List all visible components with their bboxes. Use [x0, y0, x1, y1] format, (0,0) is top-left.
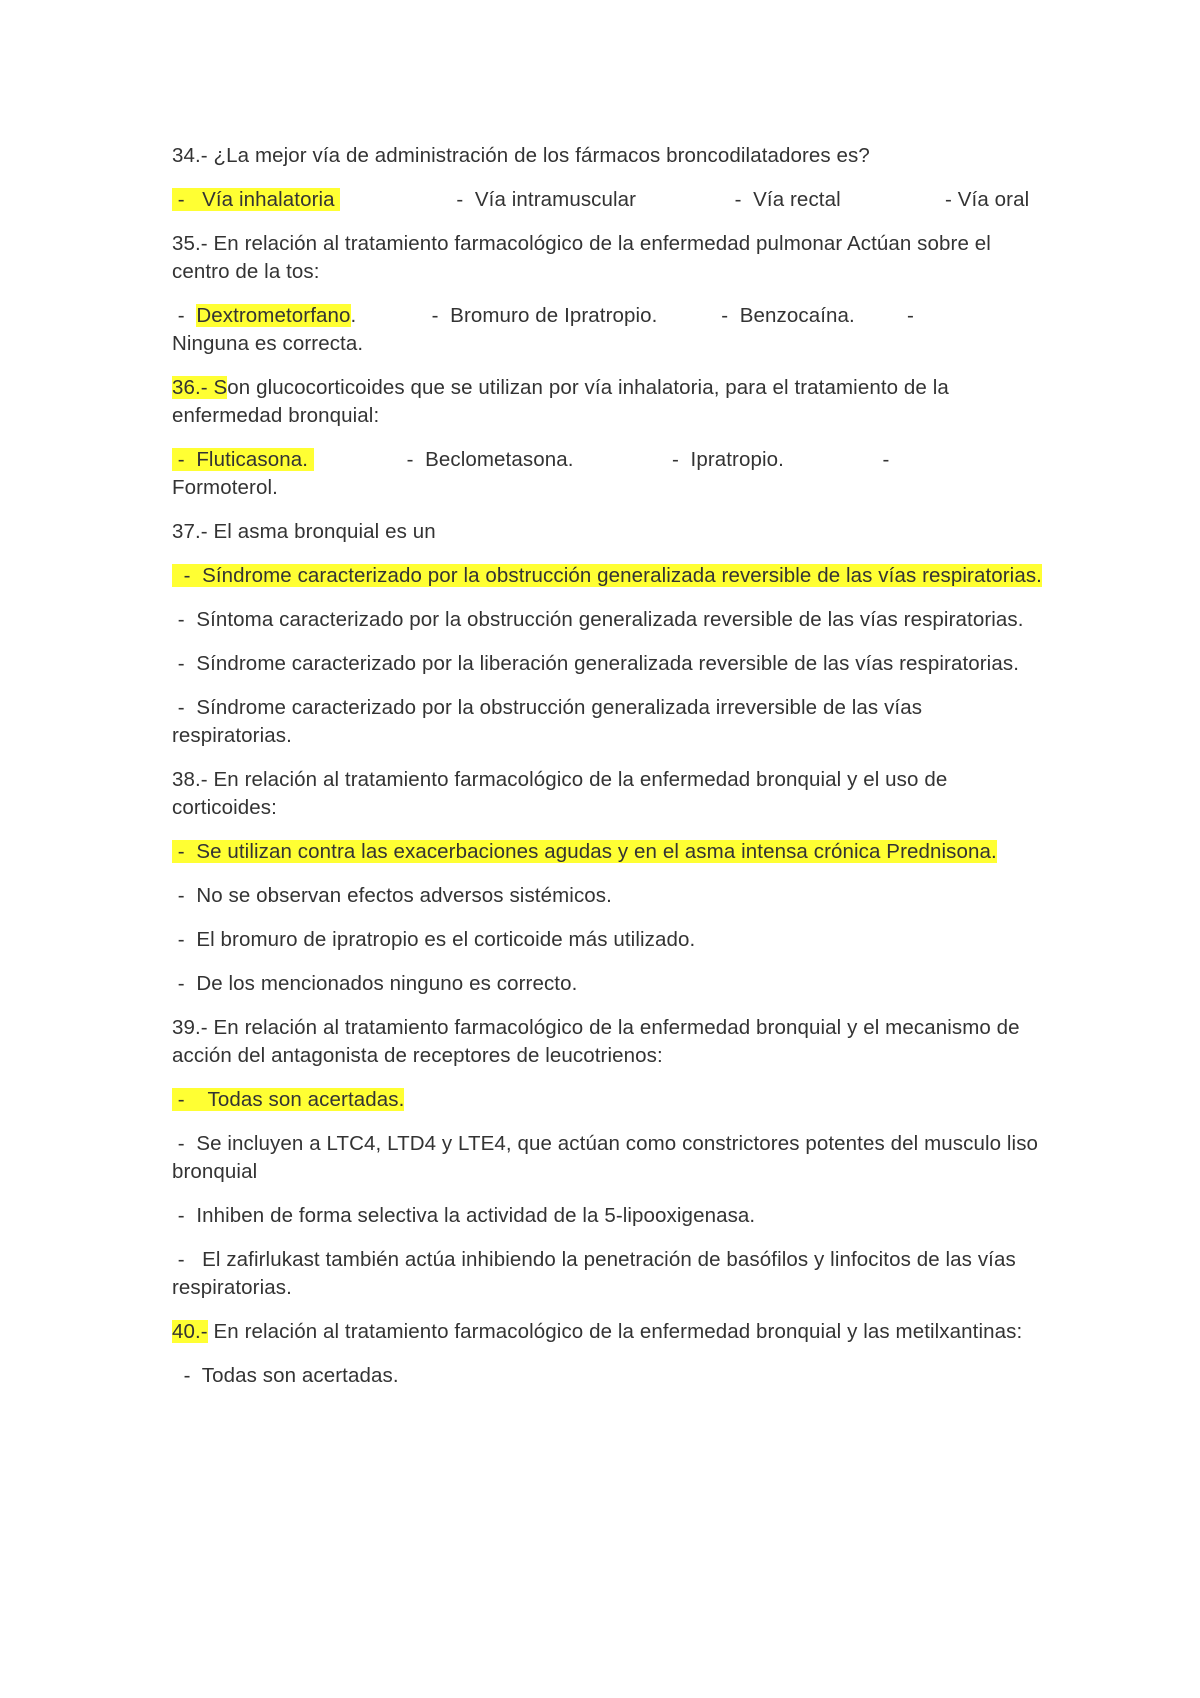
paragraph-q39: [172, 1014, 1042, 1070]
paragraph-q39-a: [172, 1086, 1042, 1114]
text-segment: - Síntoma caracterizado por la obstrucción generalizada reversible de las vías respiratorias.: [172, 608, 1024, 631]
text-segment: 39.- En relación al tratamiento farmacológico de la enfermedad bronquial y el mecanismo de acción del antagonista de receptores de leucotrienos:: [172, 1016, 1026, 1067]
text-segment: - Se incluyen a LTC4, LTD4 y LTE4, que actúan como constrictores potentes del musculo liso bronquial: [172, 1132, 1044, 1183]
paragraph-q37-a: [172, 562, 1042, 590]
text-segment: - Síndrome caracterizado por la obstrucción generalizada irreversible de las vías respiratorias.: [172, 696, 928, 747]
text-segment: - Vía intramuscular - Vía rectal - Vía oral: [340, 188, 1030, 211]
text-segment: - Inhiben de forma selectiva la actividad de la 5-lipooxigenasa.: [172, 1204, 756, 1227]
paragraph-q38-a: [172, 838, 1042, 866]
highlighted-answer-text: - Se utilizan contra las exacerbaciones agudas y en el asma intensa crónica Prednisona.: [172, 840, 997, 863]
text-segment: 35.- En relación al tratamiento farmacológico de la enfermedad pulmonar Actúan sobre el centro de la tos:: [172, 232, 997, 283]
paragraph-q38: [172, 766, 1042, 822]
text-segment: - No se observan efectos adversos sistémicos.: [172, 884, 612, 907]
document-page: [172, 142, 1042, 1406]
text-segment: 37.- El asma bronquial es un: [172, 520, 436, 543]
highlighted-answer-text: 40.-: [172, 1320, 208, 1343]
paragraph-q39-c: [172, 1202, 1042, 1230]
paragraph-q34: [172, 142, 1042, 170]
paragraph-q39-d: [172, 1246, 1042, 1302]
paragraph-q37-d: [172, 694, 1042, 750]
text-segment: . - Bromuro de Ipratropio. - Benzocaína. - Ninguna es correcta.: [172, 304, 972, 355]
highlighted-answer-text: - Síndrome caracterizado por la obstrucción generalizada reversible de las vías respiratorias.: [172, 564, 1042, 587]
highlighted-answer-text: 36.- S: [172, 376, 228, 399]
paragraph-q38-b: [172, 882, 1042, 910]
text-segment: 34.- ¿La mejor vía de administración de los fármacos broncodilatadores es?: [172, 144, 870, 167]
paragraph-q40: [172, 1318, 1042, 1346]
highlighted-answer-text: - Todas son acertadas.: [172, 1088, 405, 1111]
text-segment: - Todas son acertadas.: [172, 1364, 399, 1387]
text-segment: 38.- En relación al tratamiento farmacológico de la enfermedad bronquial y el uso de corticoides:: [172, 768, 954, 819]
paragraph-q38-c: [172, 926, 1042, 954]
paragraph-q35: [172, 230, 1042, 286]
paragraph-q37: [172, 518, 1042, 546]
text-segment: - De los mencionados ninguno es correcto.: [172, 972, 578, 995]
text-segment: -: [172, 304, 197, 327]
highlighted-answer-text: Dextrometorfano: [196, 304, 351, 327]
paragraph-q34-opts: [172, 186, 1042, 214]
paragraph-q40-a: [172, 1362, 1042, 1390]
paragraph-q37-c: [172, 650, 1042, 678]
highlighted-answer-text: - Vía inhalatoria: [172, 188, 341, 211]
text-segment: - Síndrome caracterizado por la liberación generalizada reversible de las vías respiratorias.: [172, 652, 1019, 675]
paragraph-q36: [172, 374, 1042, 430]
text-segment: - El bromuro de ipratropio es el corticoide más utilizado.: [172, 928, 696, 951]
text-segment: on glucocorticoides que se utilizan por vía inhalatoria, para el tratamiento de la enfermedad bronquial:: [172, 376, 955, 427]
paragraph-q36-opts: [172, 446, 1042, 502]
paragraph-q37-b: [172, 606, 1042, 634]
paragraph-q39-b: [172, 1130, 1042, 1186]
paragraph-q35-opts: [172, 302, 1042, 358]
text-segment: - Beclometasona. - Ipratropio. - Formoterol.: [172, 448, 948, 499]
text-segment: En relación al tratamiento farmacológico de la enfermedad bronquial y las metilxantinas:: [207, 1320, 1023, 1343]
text-segment: - El zafirlukast también actúa inhibiendo la penetración de basófilos y linfocitos de las vías respiratorias.: [172, 1248, 1022, 1299]
highlighted-answer-text: - Fluticasona.: [172, 448, 314, 471]
paragraph-q38-d: [172, 970, 1042, 998]
